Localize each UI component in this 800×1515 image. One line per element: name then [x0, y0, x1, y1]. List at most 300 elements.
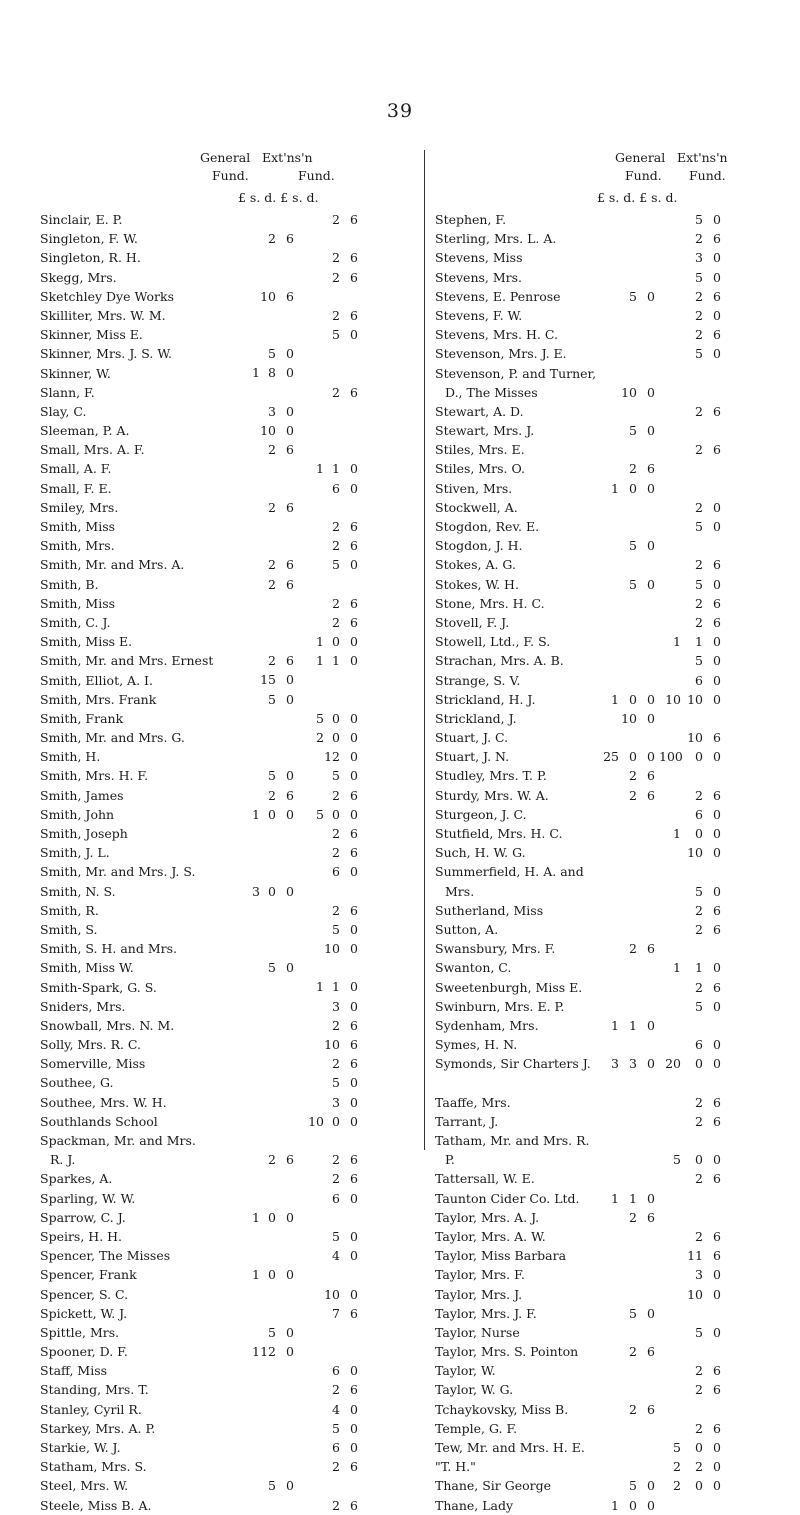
donor-name: [40, 1073, 113, 1092]
extension-fund-shillings: 2: [695, 307, 703, 323]
extension-fund-pence: 0: [713, 307, 721, 323]
donor-name: [40, 1208, 126, 1227]
extension-fund-shillings: 2: [332, 538, 340, 554]
donor-name-text: Stewart, Mrs. J.: [435, 423, 535, 439]
donor-name-text: Sturdy, Mrs. W. A.: [435, 787, 549, 803]
donor-name: [435, 1476, 551, 1495]
donor-row: [40, 958, 420, 977]
extension-fund-shillings: 5: [332, 1075, 340, 1091]
extension-fund-shillings: 0: [695, 1152, 703, 1168]
general-fund-shillings: 5: [629, 538, 637, 554]
extension-fund-pence: 0: [713, 1324, 721, 1340]
extension-fund-shillings: 2: [695, 1228, 703, 1244]
donor-row: [40, 1438, 420, 1457]
donor-row: [40, 690, 420, 709]
extension-fund-pence: 0: [350, 1113, 358, 1129]
donor-name: [435, 1035, 517, 1054]
donor-row: [435, 1323, 800, 1342]
extension-fund-pence: 0: [350, 1190, 358, 1206]
donor-row: [40, 843, 420, 862]
general-fund-pence: 0: [647, 1190, 655, 1206]
donor-name-text: Tew, Mr. and Mrs. H. E.: [435, 1440, 585, 1456]
left-donor-list: [40, 210, 420, 1515]
general-fund-pounds: 1: [611, 1190, 619, 1206]
general-fund-shillings: 10: [621, 710, 637, 726]
donor-name: [435, 479, 512, 498]
donor-row: [435, 1400, 800, 1419]
donor-name: [435, 1419, 517, 1438]
donor-row: [435, 402, 800, 421]
left-column: [40, 150, 420, 1515]
general-fund-shillings: 1: [629, 1017, 637, 1033]
donor-name: [435, 1400, 568, 1419]
donor-name-continuation: D., The Misses: [445, 384, 538, 400]
general-fund-pence: 6: [286, 499, 294, 515]
general-fund-shillings: 5: [629, 288, 637, 304]
currency-header: £ s. d. £ s. d.: [238, 190, 319, 205]
general-fund-pounds: 1: [252, 1209, 260, 1225]
donor-name-text: Taylor, Mrs. S. Pointon: [435, 1344, 579, 1360]
extension-fund-shillings: 10: [687, 730, 703, 746]
extension-fund-shillings: 2: [332, 1382, 340, 1398]
page-number: 39: [386, 100, 414, 122]
donor-row: [40, 1361, 420, 1380]
donor-name: [40, 632, 132, 651]
general-fund-pence: 6: [647, 1401, 655, 1417]
extension-fund-pence: 6: [350, 1459, 358, 1475]
ext-header: Ext'ns'n: [677, 150, 728, 165]
extension-fund-pence: 0: [350, 1286, 358, 1302]
donor-name-text: Smith, James: [40, 787, 124, 803]
extension-fund-shillings: 5: [695, 653, 703, 669]
donor-name: [435, 344, 567, 363]
extension-fund-shillings: 1: [695, 960, 703, 976]
extension-fund-pence: 0: [350, 979, 358, 995]
extension-fund-pounds: 5: [673, 1152, 681, 1168]
donor-row: [40, 479, 420, 498]
general-header: General: [200, 150, 251, 165]
donor-name: [435, 632, 550, 651]
donor-row: [40, 383, 420, 402]
extension-fund-pence: 0: [350, 864, 358, 880]
extension-fund-shillings: 2: [332, 518, 340, 534]
donor-name-text: Symonds, Sir Charters J.: [435, 1056, 591, 1072]
general-fund-pence: 0: [647, 288, 655, 304]
donor-row: [40, 766, 420, 785]
extension-fund-pence: 0: [350, 730, 358, 746]
extension-fund-pence: 6: [350, 1152, 358, 1168]
donor-name: [435, 939, 555, 958]
extension-fund-shillings: 2: [332, 595, 340, 611]
donor-name-text: Sparkes, A.: [40, 1171, 113, 1187]
donor-row: [435, 1457, 800, 1476]
extension-fund-shillings: 6: [332, 1190, 340, 1206]
extension-fund-pence: 6: [350, 825, 358, 841]
general-fund-shillings: 5: [629, 1478, 637, 1494]
donor-name-text: Stockwell, A.: [435, 499, 518, 515]
extension-fund-pence: 6: [350, 307, 358, 323]
extension-fund-shillings: 5: [332, 921, 340, 937]
donor-name: [40, 440, 145, 459]
general-fund-shillings: 3: [629, 1056, 637, 1072]
donor-name: [40, 479, 112, 498]
donor-name: [435, 1304, 537, 1323]
extension-fund-pence: 6: [713, 557, 721, 573]
donor-row: [40, 671, 420, 690]
donor-row: [435, 901, 800, 920]
donor-name-text: Such, H. W. G.: [435, 845, 526, 861]
extension-fund-shillings: 2: [332, 269, 340, 285]
general-fund-pounds: 1: [611, 691, 619, 707]
donor-name: [435, 555, 516, 574]
donor-name: [40, 1054, 145, 1073]
donor-name-text: Southee, G.: [40, 1075, 114, 1091]
general-fund-pence: 0: [286, 806, 294, 822]
extension-fund-shillings: 2: [695, 595, 703, 611]
donor-name: [435, 766, 547, 785]
general-fund-pence: 0: [647, 480, 655, 496]
donor-row: [40, 1476, 420, 1495]
extension-fund-pence: 0: [713, 960, 721, 976]
donor-name: [435, 1285, 522, 1304]
donor-name: [435, 920, 498, 939]
extension-fund-shillings: 2: [695, 288, 703, 304]
donor-name-text: Strickland, J.: [435, 710, 517, 726]
donor-name: [40, 325, 143, 344]
donor-name-text: Stewart, A. D.: [435, 403, 524, 419]
extension-fund-pence: 6: [713, 288, 721, 304]
extension-fund-pence: 6: [713, 595, 721, 611]
donor-row: [40, 939, 420, 958]
donor-row: [435, 1208, 800, 1227]
donor-row: [40, 1016, 420, 1035]
extension-fund-pence: 6: [350, 211, 358, 227]
extension-fund-shillings: 1: [332, 653, 340, 669]
extension-fund-shillings: 6: [695, 806, 703, 822]
donor-name: [435, 325, 558, 344]
donor-name-text: Sparling, W. W.: [40, 1190, 136, 1206]
general-fund-pence: 6: [286, 1152, 294, 1168]
extension-fund-shillings: 0: [332, 1113, 340, 1129]
donor-row: [435, 479, 800, 498]
extension-fund-shillings: 2: [695, 1382, 703, 1398]
extension-fund-pence: 6: [713, 1382, 721, 1398]
extension-fund-pence: 0: [713, 576, 721, 592]
donor-name-text: Thane, Sir George: [435, 1478, 552, 1494]
donor-name-text: Skilliter, Mrs. W. M.: [40, 307, 166, 323]
donor-name: [40, 210, 123, 229]
donor-row: [40, 632, 420, 651]
general-fund-pence: 0: [647, 691, 655, 707]
extension-fund-pence: 0: [713, 499, 721, 515]
donor-name-text: Thane, Lady: [435, 1497, 514, 1513]
extension-fund-shillings: 5: [332, 1228, 340, 1244]
extension-fund-pounds: 1: [316, 634, 324, 650]
donor-row: [435, 1342, 800, 1361]
donor-row: [435, 575, 800, 594]
donor-name: [435, 210, 506, 229]
donor-name-text: Swinburn, Mrs. E. P.: [435, 998, 565, 1014]
general-fund-shillings: 5: [629, 1305, 637, 1321]
donor-name: [435, 862, 584, 900]
donor-row: [435, 613, 800, 632]
donor-name: [40, 862, 195, 881]
extension-fund-pence: 0: [713, 519, 721, 534]
donor-row: [40, 786, 420, 805]
general-fund-shillings: 0: [268, 1267, 276, 1283]
extension-fund-pence: 0: [713, 998, 721, 1014]
extension-fund-pence: 0: [713, 672, 721, 688]
fund-header: Fund.: [298, 168, 335, 183]
donor-row: [435, 459, 800, 478]
donor-row: [435, 1169, 800, 1188]
general-fund-shillings: 2: [268, 787, 276, 803]
donor-row: [435, 939, 800, 958]
donor-row: [40, 229, 420, 248]
donor-row: [40, 1112, 420, 1131]
donor-name: [435, 997, 564, 1016]
extension-fund-shillings: 5: [695, 346, 703, 362]
donor-row: [40, 555, 420, 574]
extension-fund-pence: 0: [350, 557, 358, 573]
donor-name: [40, 536, 115, 555]
extension-fund-shillings: 12: [324, 749, 340, 765]
donor-name: [40, 690, 156, 709]
extension-fund-shillings: 10: [324, 941, 340, 957]
donor-name-text: Stevens, E. Penrose: [435, 288, 561, 304]
donor-name-text: Skinner, Miss E.: [40, 327, 143, 343]
donor-name-text: Smith, Mr. and Mrs. G.: [40, 730, 185, 746]
donor-row: [435, 632, 800, 651]
extension-fund-pence: 0: [350, 921, 358, 937]
extension-fund-pounds: 1: [673, 826, 681, 841]
donor-name: [40, 1265, 137, 1284]
general-fund-shillings: 0: [629, 749, 637, 765]
extension-fund-pence: 0: [350, 1228, 358, 1244]
general-fund-shillings: 2: [629, 1344, 637, 1360]
donor-name: [435, 594, 545, 613]
right-donor-list: [435, 210, 800, 1515]
general-fund-pence: 6: [647, 1344, 655, 1360]
extension-fund-shillings: 2: [332, 1056, 340, 1072]
donor-name-text: Sinclair, E. P.: [40, 212, 123, 227]
donor-name-text: Taylor, Miss Barbara: [435, 1248, 567, 1264]
donor-name-text: Smith, John: [40, 806, 115, 822]
donor-name: [40, 402, 86, 421]
donor-name: [40, 1112, 158, 1131]
extension-fund-pounds: 2: [673, 1478, 681, 1494]
general-fund-pence: 6: [647, 787, 655, 803]
extension-fund-pence: 0: [713, 269, 721, 285]
donor-row: [40, 402, 420, 421]
extension-fund-shillings: 1: [332, 979, 340, 995]
donor-name: [435, 1457, 476, 1476]
donor-row: [40, 613, 420, 632]
donor-name: [40, 805, 114, 824]
general-fund-pence: 0: [286, 1209, 294, 1225]
extension-fund-shillings: 2: [695, 1459, 703, 1475]
extension-fund-pence: 0: [713, 653, 721, 669]
donor-name: [40, 555, 184, 574]
donor-row: [435, 344, 800, 363]
extension-fund-pence: 6: [350, 1056, 358, 1072]
donor-row: [40, 1093, 420, 1112]
general-fund-pounds: 3: [611, 1056, 619, 1072]
donor-row: [40, 805, 420, 824]
extension-fund-pounds: 2: [673, 1459, 681, 1475]
extension-fund-shillings: 2: [332, 825, 340, 841]
extension-fund-shillings: 6: [695, 672, 703, 688]
general-fund-shillings: 5: [268, 691, 276, 707]
extension-fund-pounds: 1: [316, 653, 324, 669]
extension-fund-shillings: 2: [332, 1497, 340, 1513]
extension-fund-pence: 0: [713, 1440, 721, 1456]
general-fund-pence: 0: [647, 1017, 655, 1033]
extension-fund-pence: 0: [350, 941, 358, 957]
extension-fund-pence: 0: [350, 1094, 358, 1110]
donor-name: [40, 978, 157, 997]
fund-header: Fund.: [625, 168, 662, 183]
extension-fund-shillings: 2: [695, 1171, 703, 1187]
donor-name-text: Slay, C.: [40, 403, 87, 419]
donor-name: [40, 709, 123, 728]
extension-fund-pence: 6: [350, 845, 358, 861]
general-fund-shillings: 8: [268, 365, 276, 381]
extension-fund-shillings: 2: [695, 1113, 703, 1129]
donor-row: [40, 978, 420, 997]
general-fund-pence: 0: [286, 960, 294, 976]
donor-row: [435, 306, 800, 325]
extension-fund-pence: 0: [713, 826, 721, 841]
extension-fund-pence: 0: [350, 480, 358, 496]
donor-row: [40, 1419, 420, 1438]
donor-name-text: Strange, S. V.: [435, 672, 521, 688]
donor-name: [435, 1093, 511, 1112]
donor-name-text: Smith, Mrs. Frank: [40, 691, 157, 707]
donor-name: [435, 747, 509, 766]
donor-name-text: Southee, Mrs. W. H.: [40, 1094, 167, 1110]
donor-name-text: Stogdon, Rev. E.: [435, 519, 540, 535]
general-fund-shillings: 5: [268, 768, 276, 784]
donor-name-text: Stokes, A. G.: [435, 557, 516, 573]
donor-name-text: Sydenham, Mrs.: [435, 1017, 539, 1033]
donor-name-text: Tarrant, J.: [435, 1113, 499, 1129]
donor-name: [435, 364, 596, 402]
donor-name-text: Staff, Miss: [40, 1363, 108, 1379]
general-fund-pence: 0: [286, 1478, 294, 1494]
extension-fund-pence: 0: [713, 250, 721, 266]
donor-row: [435, 978, 800, 997]
extension-fund-pence: 6: [350, 1382, 358, 1398]
extension-fund-pence: 0: [350, 634, 358, 650]
donor-name-text: Taylor, W.: [435, 1363, 496, 1379]
column-divider: [424, 150, 425, 1150]
donor-name: [435, 1227, 546, 1246]
extension-fund-shillings: 2: [332, 787, 340, 803]
donor-name: [40, 1323, 119, 1342]
extension-fund-pence: 6: [713, 979, 721, 995]
left-column-header: [40, 150, 420, 210]
extension-fund-pounds: 5: [316, 710, 324, 726]
general-fund-shillings: 3: [268, 403, 276, 419]
donor-name-text: Smith, S.: [40, 921, 98, 937]
donor-row: [435, 1016, 800, 1035]
donor-name-text: Stuart, J. C.: [435, 730, 509, 746]
extension-fund-pounds: 1: [316, 461, 324, 477]
general-fund-shillings: 0: [268, 1209, 276, 1225]
donor-name-text: Stowell, Ltd., F. S.: [435, 634, 551, 650]
donor-name-text: Stephen, F.: [435, 212, 507, 227]
donor-row: [40, 882, 420, 901]
extension-fund-shillings: 11: [687, 1248, 703, 1264]
extension-fund-pence: 6: [350, 518, 358, 534]
donor-row: [435, 440, 800, 459]
donor-name-text: Smith-Spark, G. S.: [40, 979, 157, 995]
donor-name: [40, 920, 98, 939]
donor-row: [40, 1496, 420, 1515]
donor-name-text: Stutfield, Mrs. H. C.: [435, 826, 563, 842]
donor-row: [435, 690, 800, 709]
donor-name-text: Tchaykovsky, Miss B.: [435, 1401, 569, 1417]
donor-name: [40, 287, 174, 306]
donor-name-text: Swansbury, Mrs. F.: [435, 941, 556, 957]
donor-row: [435, 1476, 800, 1495]
donor-row: [435, 728, 800, 747]
donor-row: [40, 536, 420, 555]
extension-fund-shillings: 2: [332, 211, 340, 227]
donor-name: [40, 1419, 155, 1438]
donor-name-text: Taaffe, Mrs.: [435, 1094, 511, 1110]
donor-name-text: Stone, Mrs. H. C.: [435, 595, 545, 611]
donor-row: [40, 364, 420, 383]
extension-fund-shillings: 2: [332, 845, 340, 861]
extension-fund-pence: 0: [350, 327, 358, 343]
extension-fund-shillings: 0: [695, 1056, 703, 1072]
donor-row: [40, 920, 420, 939]
general-fund-shillings: 12: [260, 1344, 276, 1360]
donor-name: [435, 1323, 520, 1342]
general-fund-pence: 0: [286, 691, 294, 707]
extension-fund-shillings: 2: [332, 384, 340, 400]
extension-fund-shillings: 5: [695, 519, 703, 534]
donor-name-text: Small, Mrs. A. F.: [40, 442, 145, 458]
ext-header: Ext'ns'n: [262, 150, 313, 165]
extension-fund-shillings: 1: [695, 634, 703, 650]
extension-fund-shillings: 2: [332, 1171, 340, 1187]
donor-name: [435, 248, 522, 267]
donor-name: [40, 1285, 128, 1304]
donor-name-text: Steele, Miss B. A.: [40, 1497, 152, 1513]
donor-name-text: Spencer, Frank: [40, 1267, 137, 1283]
donor-name: [435, 958, 511, 977]
donor-name-text: Stevens, F. W.: [435, 307, 523, 323]
extension-fund-shillings: 3: [695, 1267, 703, 1283]
donor-row: [435, 1438, 800, 1457]
donor-name: [40, 997, 126, 1016]
extension-fund-pence: 6: [713, 1248, 721, 1264]
donor-name-text: Skinner, W.: [40, 365, 111, 381]
donor-name: [40, 459, 111, 478]
general-fund-pence: 6: [286, 653, 294, 669]
donor-name: [40, 786, 124, 805]
donor-row: [435, 555, 800, 574]
donor-name-text: Strachan, Mrs. A. B.: [435, 653, 564, 669]
extension-fund-pence: 6: [350, 538, 358, 554]
donor-name-text: Stiles, Mrs. E.: [435, 442, 525, 458]
donor-name: [435, 1208, 539, 1227]
general-fund-pence: 6: [647, 768, 655, 784]
extension-fund-shillings: 2: [332, 902, 340, 918]
